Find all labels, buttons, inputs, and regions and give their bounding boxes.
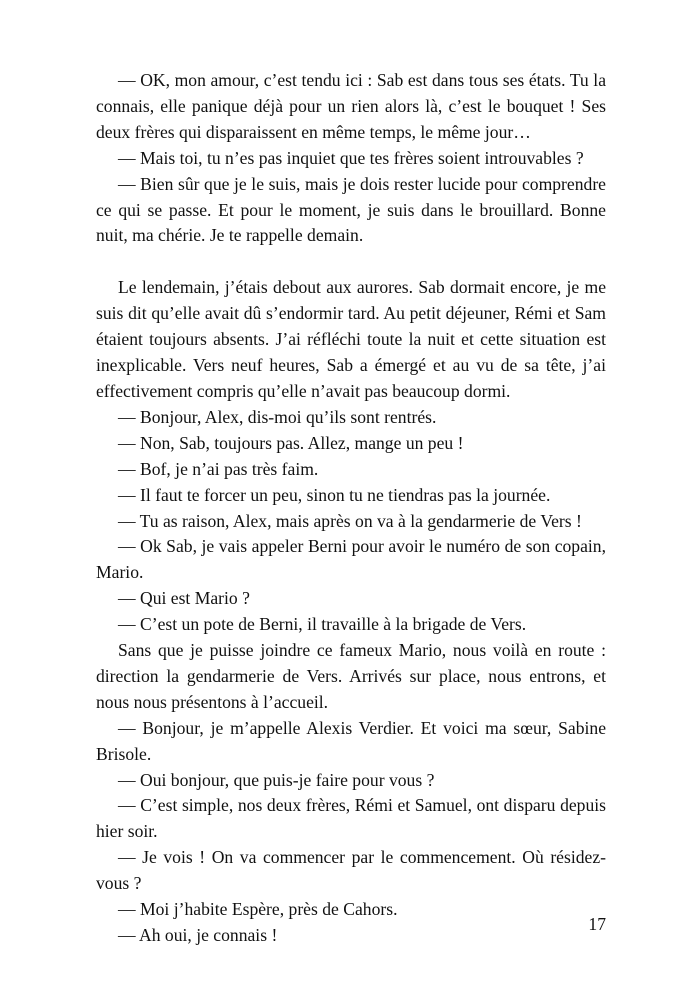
page-body xyxy=(96,68,606,949)
dialogue-line: — Il faut te forcer un peu, sinon tu ne tiendras pas la journée. xyxy=(118,484,551,505)
narrative-paragraph: Le lendemain, j’étais debout aux aurores. Sab dormait encore, je me suis dit qu’elle avait dû s’endormir tard. Au petit déjeuner, Rémi et Sam étaient toujours absents. J’ai réfléchi toute la nuit et cette situation est inexplicable. Vers neuf heures, Sab a émergé et au vu de sa tête, j’ai effectivement compris qu’elle n’avait pas beaucoup dormi. xyxy=(96,277,606,401)
dialogue-line: — Bonjour, Alex, dis-moi qu’ils sont rentrés. xyxy=(118,406,437,427)
dialogue-line: — Ah oui, je connais ! xyxy=(118,925,278,945)
dialogue-line: — Bonjour, je m’appelle Alexis Verdier. Et voici ma sœur, Sabine Brisole. xyxy=(96,717,606,764)
page-number: 17 xyxy=(588,914,606,934)
dialogue-line: — C’est un pote de Berni, il travaille à la brigade de Vers. xyxy=(118,614,527,635)
dialogue-line: — OK, mon amour, c’est tendu ici : Sab est dans tous ses états. Tu la connais, elle panique déjà pour un rien alors là, c’est le bouquet ! Ses deux frères qui disparaissent en même temps, le même jour… xyxy=(96,70,606,142)
dialogue-line: — Bof, je n’ai pas très faim. xyxy=(118,458,319,479)
dialogue-line: — Oui bonjour, que puis-je faire pour vous ? xyxy=(118,769,435,790)
dialogue-line: — Non, Sab, toujours pas. Allez, mange un peu ! xyxy=(118,432,464,453)
dialogue-line: — C’est simple, nos deux frères, Rémi et Samuel, ont disparu depuis hier soir. xyxy=(96,795,606,842)
dialogue-line: — Bien sûr que je le suis, mais je dois rester lucide pour comprendre ce qui se passe. Et pour le moment, je suis dans le brouillard. Bonne nuit, ma chérie. Je te rappelle demain. xyxy=(96,173,606,246)
dialogue-line: — Je vois ! On va commencer par le commencement. Où résidez-vous ? xyxy=(96,847,606,894)
narrative-paragraph: Sans que je puisse joindre ce fameux Mario, nous voilà en route : direction la gendarmerie de Vers. Arrivés sur place, nous entrons, et nous nous présentons à l’accueil. xyxy=(96,640,606,712)
dialogue-line: — Ok Sab, je vais appeler Berni pour avoir le numéro de son copain, Mario. xyxy=(96,536,606,583)
dialogue-line: — Qui est Mario ? xyxy=(118,588,250,609)
section-break xyxy=(96,249,606,275)
dialogue-line: — Tu as raison, Alex, mais après on va à la gendarmerie de Vers ! xyxy=(118,510,582,531)
dialogue-line: — Moi j’habite Espère, près de Cahors. xyxy=(118,899,398,920)
dialogue-line: — Mais toi, tu n’es pas inquiet que tes frères soient introuvables ? xyxy=(118,147,584,168)
